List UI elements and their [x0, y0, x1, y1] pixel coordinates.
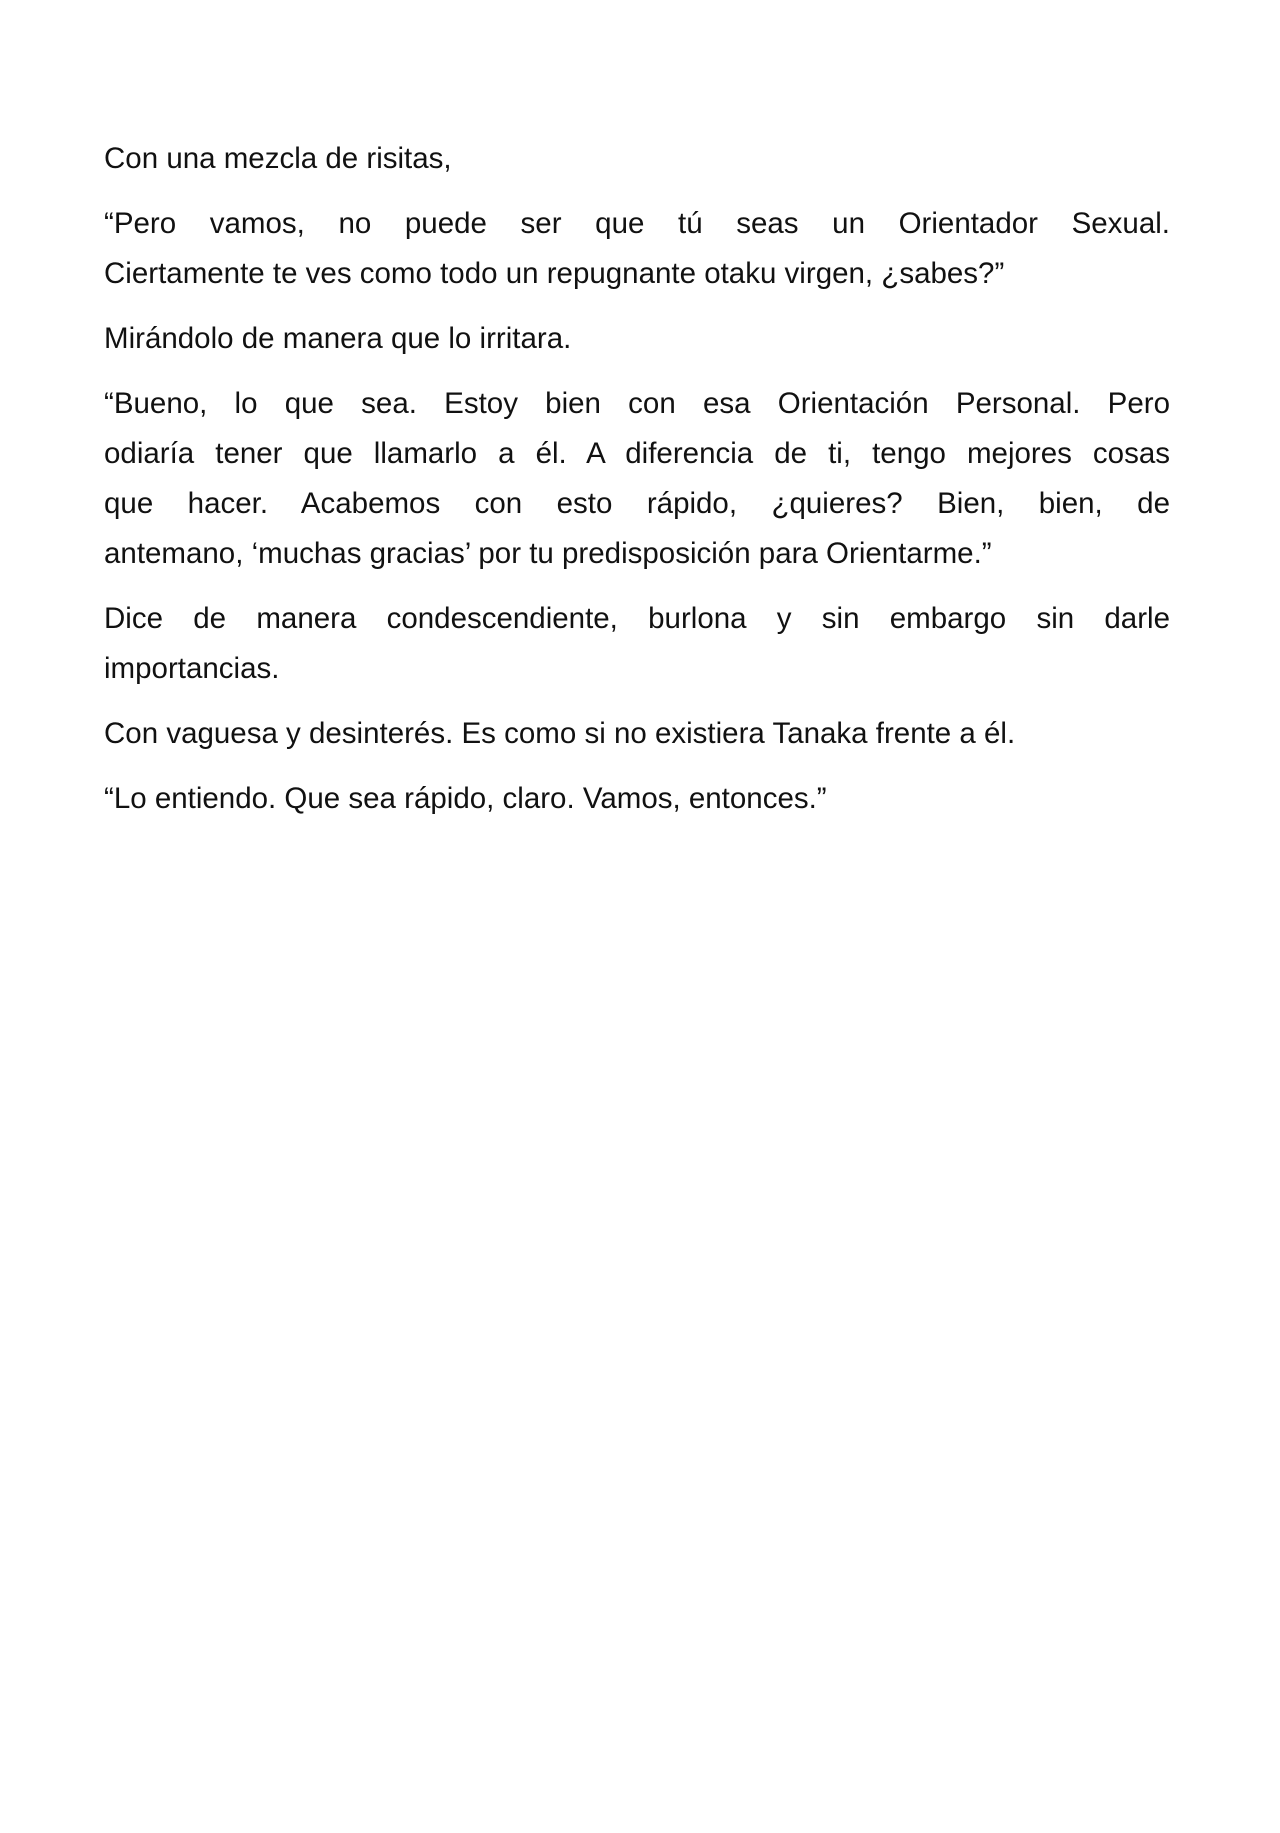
text-line: “Lo entiendo. Que sea rápido, claro. Vamos, entonces.” [104, 782, 827, 815]
text-line: Dice de manera condescendiente, burlona y sin embargo sin darle [104, 602, 1170, 635]
text-line: “Bueno, lo que sea. Estoy bien con esa Orientación Personal. Pero [104, 387, 1170, 420]
text-line: Mirándolo de manera que lo irritara. [104, 322, 572, 355]
text-line: odiaría tener que llamarlo a él. A diferencia de ti, tengo mejores cosas [104, 437, 1170, 470]
document-page [104, 134, 1170, 839]
paragraph [104, 314, 1170, 364]
paragraph [104, 709, 1170, 759]
paragraph [104, 134, 1170, 184]
text-line: antemano, ‘muchas gracias’ por tu predisposición para Orientarme.” [104, 537, 992, 570]
text-line: “Pero vamos, no puede ser que tú seas un Orientador Sexual. [104, 207, 1170, 240]
text-line: importancias. [104, 652, 280, 685]
paragraph [104, 379, 1170, 579]
paragraph [104, 774, 1170, 824]
paragraph [104, 594, 1170, 694]
text-line: que hacer. Acabemos con esto rápido, ¿quieres? Bien, bien, de [104, 487, 1170, 520]
text-line: Ciertamente te ves como todo un repugnante otaku virgen, ¿sabes?” [104, 257, 1005, 290]
paragraph [104, 199, 1170, 299]
text-line: Con vaguesa y desinterés. Es como si no existiera Tanaka frente a él. [104, 717, 1016, 750]
text-line: Con una mezcla de risitas, [104, 142, 452, 175]
